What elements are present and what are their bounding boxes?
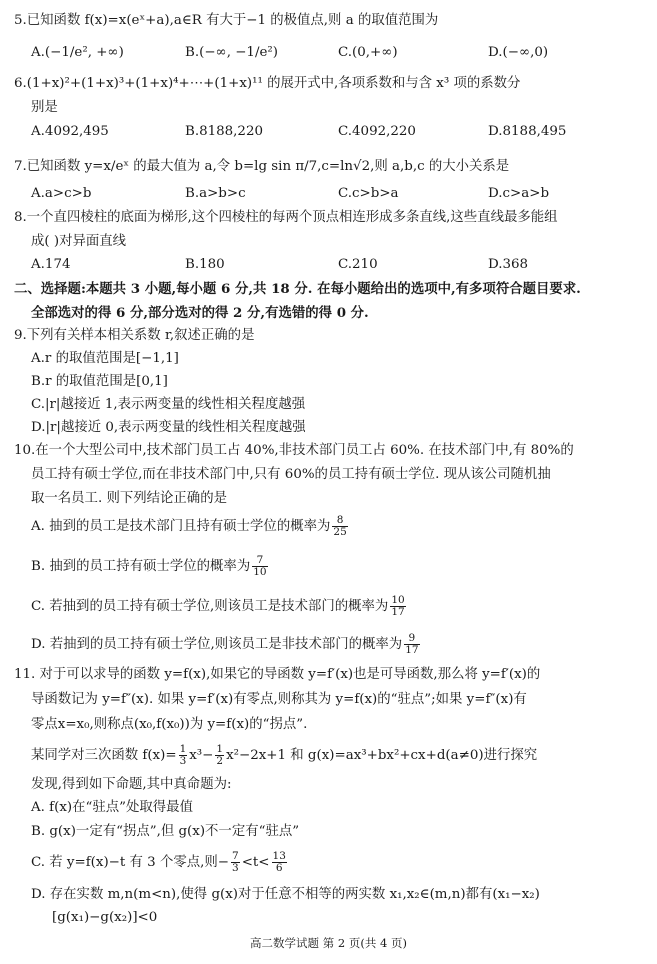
q10-stem-line1: 10.在一个大型公司中,技术部门员工占 40%,非技术部门员工占 60%. 在技术部门中,有 80%的 [14,443,574,458]
q9-option-c: C.|r|越接近 1,表示两变量的线性相关程度越强 [31,397,306,412]
q10-option-b-fraction [252,555,267,578]
q11-line4-part-b: x³− [189,748,214,763]
fraction-numerator: 1 [216,743,224,755]
q10-stem-line2: 员工持有硕士学位,而在非技术部门中,只有 60%的员工持有硕士学位. 现从该公司随机抽 [31,467,551,482]
q6-option-d: D.8188,495 [488,124,567,139]
fraction-numerator: 7 [252,555,267,567]
q10-option-c [31,595,408,618]
q6-stem-line1: 6.(1+x)²+(1+x)³+(1+x)⁴+⋯+(1+x)¹¹ 的展开式中,各项系数和与含 x³ 项的系数分 [14,76,521,91]
q9-option-b: B.r 的取值范围是[0,1] [31,374,168,389]
fraction-denominator: 17 [405,644,419,656]
q11-option-d-line2: [g(x₁)−g(x₂)]<0 [52,910,158,925]
fraction-denominator: 3 [232,862,239,874]
fraction-numerator: 7 [232,850,239,862]
q11-line4 [31,744,537,767]
q11-option-c [31,851,289,874]
fraction-numerator: 9 [404,633,419,645]
q11-option-c-part-a: C. 若 y=f(x)−t 有 3 个零点,则− [31,855,229,870]
q11-line1: 11. 对于可以求导的函数 y=f(x),如果它的导函数 y=f′(x)也是可导函数,那么将 y=f′(x)的 [14,667,541,682]
q11-fraction-one-third [179,744,188,767]
page-footer: 高二数学试题 第 2 页(共 4 页) [250,936,407,950]
q9-option-d: D.|r|越接近 0,表示两变量的线性相关程度越强 [31,420,306,435]
q5-option-b: B.(−∞, −1/e²) [185,45,278,60]
q11-option-c-fraction-lower [231,851,240,874]
q11-option-b: B. g(x)一定有“拐点”,但 g(x)不一定有“驻点” [31,824,300,839]
q7-option-d: D.c>a>b [488,186,550,201]
q5-option-a: A.(−1/e², +∞) [31,45,124,60]
fraction-denominator: 10 [253,566,267,578]
q10-stem-line3: 取一名员工. 则下列结论正确的是 [31,491,227,506]
q11-line4-part-c: x²−2x+1 和 g(x)=ax³+bx²+cx+d(a≠0)进行探究 [226,748,538,763]
q11-line5: 发现,得到如下命题,其中真命题为: [31,777,232,792]
q10-option-c-fraction [390,595,405,618]
q8-option-b: B.180 [185,257,225,272]
q8-option-c: C.210 [338,257,378,272]
q10-option-d-text: D. 若抽到的员工持有硕士学位,则该员工是非技术部门的概率为 [31,637,403,652]
q11-option-c-part-b: <t< [241,855,270,870]
section2-header-line2: 全部选对的得 6 分,部分选对的得 2 分,有选错的得 0 分. [31,305,369,321]
q7-option-b: B.a>b>c [185,186,246,201]
q9-option-a: A.r 的取值范围是[−1,1] [31,351,179,366]
q11-line3: 零点x=x₀,则称点(x₀,f(x₀))为 y=f(x)的“拐点”. [31,717,308,732]
q7-option-c: C.c>b>a [338,186,399,201]
q10-option-b [31,555,270,578]
q10-option-d [31,633,422,656]
q10-option-b-text: B. 抽到的员工持有硕士学位的概率为 [31,559,251,574]
q5-option-d: D.(−∞,0) [488,45,549,60]
section2-header-line1: 二、选择题:本题共 3 小题,每小题 6 分,共 18 分. 在每小题给出的选项中,有多项符合题目要求. [14,281,581,297]
q8-stem-line1: 8.一个直四棱柱的底面为梯形,这个四棱柱的每两个顶点相连形成多条直线,这些直线最多能组 [14,210,558,225]
q10-option-a-fraction [332,515,347,538]
q7-option-a: A.a>c>b [31,186,92,201]
q8-stem-line2: 成( )对异面直线 [31,234,127,249]
fraction-numerator: 1 [179,743,187,755]
q7-stem: 7.已知函数 y=x/eˣ 的最大值为 a,令 b=lg sin π/7,c=ln√2,则 a,b,c 的大小关系是 [14,159,510,174]
q10-option-a [31,515,350,538]
q11-line4-part-a: 某同学对三次函数 f(x)= [31,748,177,763]
q11-line2: 导函数记为 y=f″(x). 如果 y=f′(x)有零点,则称其为 y=f(x)的“驻点”;如果 y=f″(x)有 [31,692,527,707]
q10-option-a-text: A. 抽到的员工是技术部门且持有硕士学位的概率为 [31,519,331,534]
fraction-numerator: 13 [272,850,286,862]
q5-option-c: C.(0,+∞) [338,45,398,60]
q11-fraction-one-half [215,744,224,767]
q5-stem: 5.已知函数 f(x)=x(eˣ+a),a∈R 有大于−1 的极值点,则 a 的取值范围为 [14,13,439,28]
q6-option-b: B.8188,220 [185,124,263,139]
fraction-numerator: 8 [332,515,347,527]
q11-option-c-fraction-upper [272,851,287,874]
q8-option-a: A.174 [31,257,71,272]
q8-option-d: D.368 [488,257,529,272]
q9-stem: 9.下列有关样本相关系数 r,叙述正确的是 [14,328,255,343]
q10-option-c-text: C. 若抽到的员工持有硕士学位,则该员工是技术部门的概率为 [31,599,389,614]
q6-stem-line2: 别是 [31,100,58,115]
q11-option-d-line1: D. 存在实数 m,n(m<n),使得 g(x)对于任意不相等的两实数 x₁,x₂∈(m,n)都有(x₁−x₂) [31,887,540,902]
q6-option-a: A.4092,495 [31,124,109,139]
fraction-denominator: 3 [179,755,187,767]
q10-option-d-fraction [404,633,419,656]
q6-option-c: C.4092,220 [338,124,416,139]
fraction-numerator: 10 [391,594,405,606]
fraction-denominator: 25 [333,526,347,538]
q11-option-a: A. f(x)在“驻点”处取得最值 [31,800,193,815]
fraction-denominator: 6 [275,862,283,874]
fraction-denominator: 2 [216,755,224,767]
fraction-denominator: 17 [391,606,405,618]
